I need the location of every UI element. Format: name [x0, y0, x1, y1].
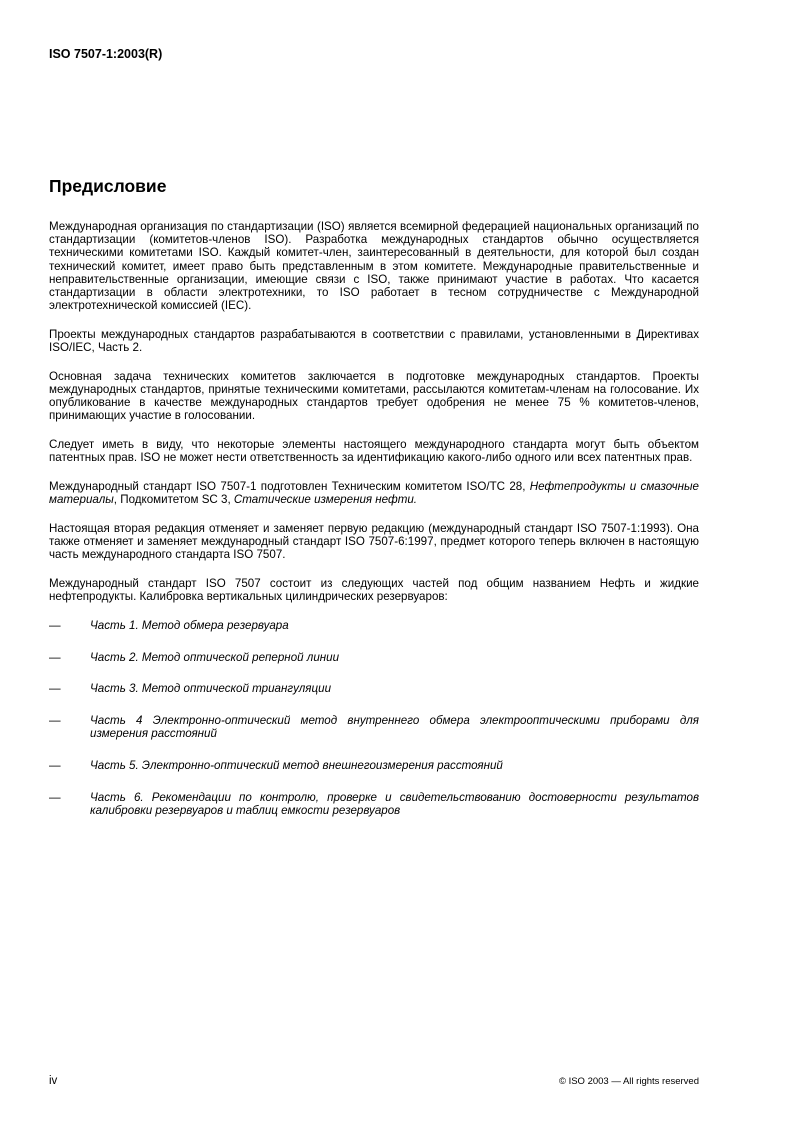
list-item	[49, 714, 699, 740]
page-number: iv	[49, 1075, 58, 1087]
paragraph-parts-intro: Международный стандарт ISO 7507 состоит из следующих частей под общим названием Нефть и жидкие нефтепродукты. Калибровка вертикальных цилиндрических резервуаров:	[49, 577, 699, 604]
list-dash: —	[49, 618, 61, 632]
list-dash: —	[49, 682, 61, 696]
list-dash: —	[49, 790, 61, 804]
copyright-notice: © ISO 2003 — All rights reserved	[558, 1076, 699, 1087]
part-title: Часть 1. Метод обмера резервуара	[90, 618, 289, 632]
part-title: Часть 4 Электронно-оптический метод внутреннего обмера электрооптическими приборами для измерения расстояний	[90, 714, 699, 741]
foreword-body	[49, 220, 699, 836]
part-title: Часть 3. Метод оптической триангуляции	[90, 682, 332, 696]
paragraph-prepared-by	[49, 480, 699, 506]
document-id: ISO 7507-1:2003(R)	[49, 47, 163, 61]
part-title: Часть 6. Рекомендации по контролю, проверке и свидетельствованию достоверности результатов калибровки резервуаров и таблиц емкости резервуаров	[90, 790, 699, 817]
prepared-by-text: Международный стандарт ISO 7507-1 подготовлен Техническим комитетом ISO/TC 28,	[49, 480, 530, 494]
page-title: Предисловие	[49, 176, 167, 196]
subcommittee-title: Статические измерения нефти.	[233, 493, 418, 507]
part-title: Часть 5. Электронно-оптический метод внешнегоизмерения расстояний	[90, 758, 503, 772]
part-title: Часть 2. Метод оптической реперной линии	[90, 650, 340, 664]
list-dash: —	[49, 650, 61, 664]
paragraph-patents: Следует иметь в виду, что некоторые элементы настоящего международного стандарта могут быть объектом патентных прав. ISO не может нести ответственность за идентификацию какого-либо одного или всех патентных прав.	[49, 438, 699, 465]
paragraph-directives: Проекты международных стандартов разрабатываются в соответствии с правилами, установленными в Директивах ISO/IEC, Часть 2.	[49, 327, 699, 355]
list-dash: —	[49, 758, 61, 772]
list-dash: —	[49, 714, 61, 728]
list-item	[49, 791, 699, 817]
list-item	[49, 651, 699, 664]
subcommittee-text: , Подкомитетом SC 3,	[113, 493, 234, 507]
paragraph-iso-intro: Международная организация по стандартизации (ISO) является всемирной федерацией национальных организаций по стандартизации (комитетов-членов ISO). Разработка международных стандартов обычно осуществляется техническими комитетами ISO. Каждый комитет-член, заинтересованный в деятельности, для которой был создан технический комитет, имеет право быть представленным в этом комитете. Международные правительственные и неправительственные организации, имеющие связи с ISO, также принимают участие в работах. Что касается стандартизации в области электротехники, то ISO работает в тесном сотрудничестве с Международной электротехнической комиссией (IEC).	[49, 220, 699, 313]
list-item	[49, 682, 699, 695]
paragraph-committees: Основная задача технических комитетов заключается в подготовке международных стандартов. Проекты международных стандартов, принятые техническими комитетами, рассылаются комитетам-членам на голосование. Их опубликование в качестве международных стандартов требует одобрения не менее 75 % комитетов-членов, принимающих участие в голосовании.	[49, 369, 699, 423]
list-item	[49, 619, 699, 632]
list-item	[49, 759, 699, 772]
paragraph-edition: Настоящая вторая редакция отменяет и заменяет первую редакцию (международный стандарт ISO 7507-1:1993). Она также отменяет и заменяет международный стандарт ISO 7507-6:1997, предмет которого теперь включен в настоящую часть международного стандарта ISO 7507.	[49, 521, 699, 562]
committee-title: Нефтепродукты и смазочные материалы	[49, 480, 700, 507]
parts-list	[49, 619, 699, 817]
